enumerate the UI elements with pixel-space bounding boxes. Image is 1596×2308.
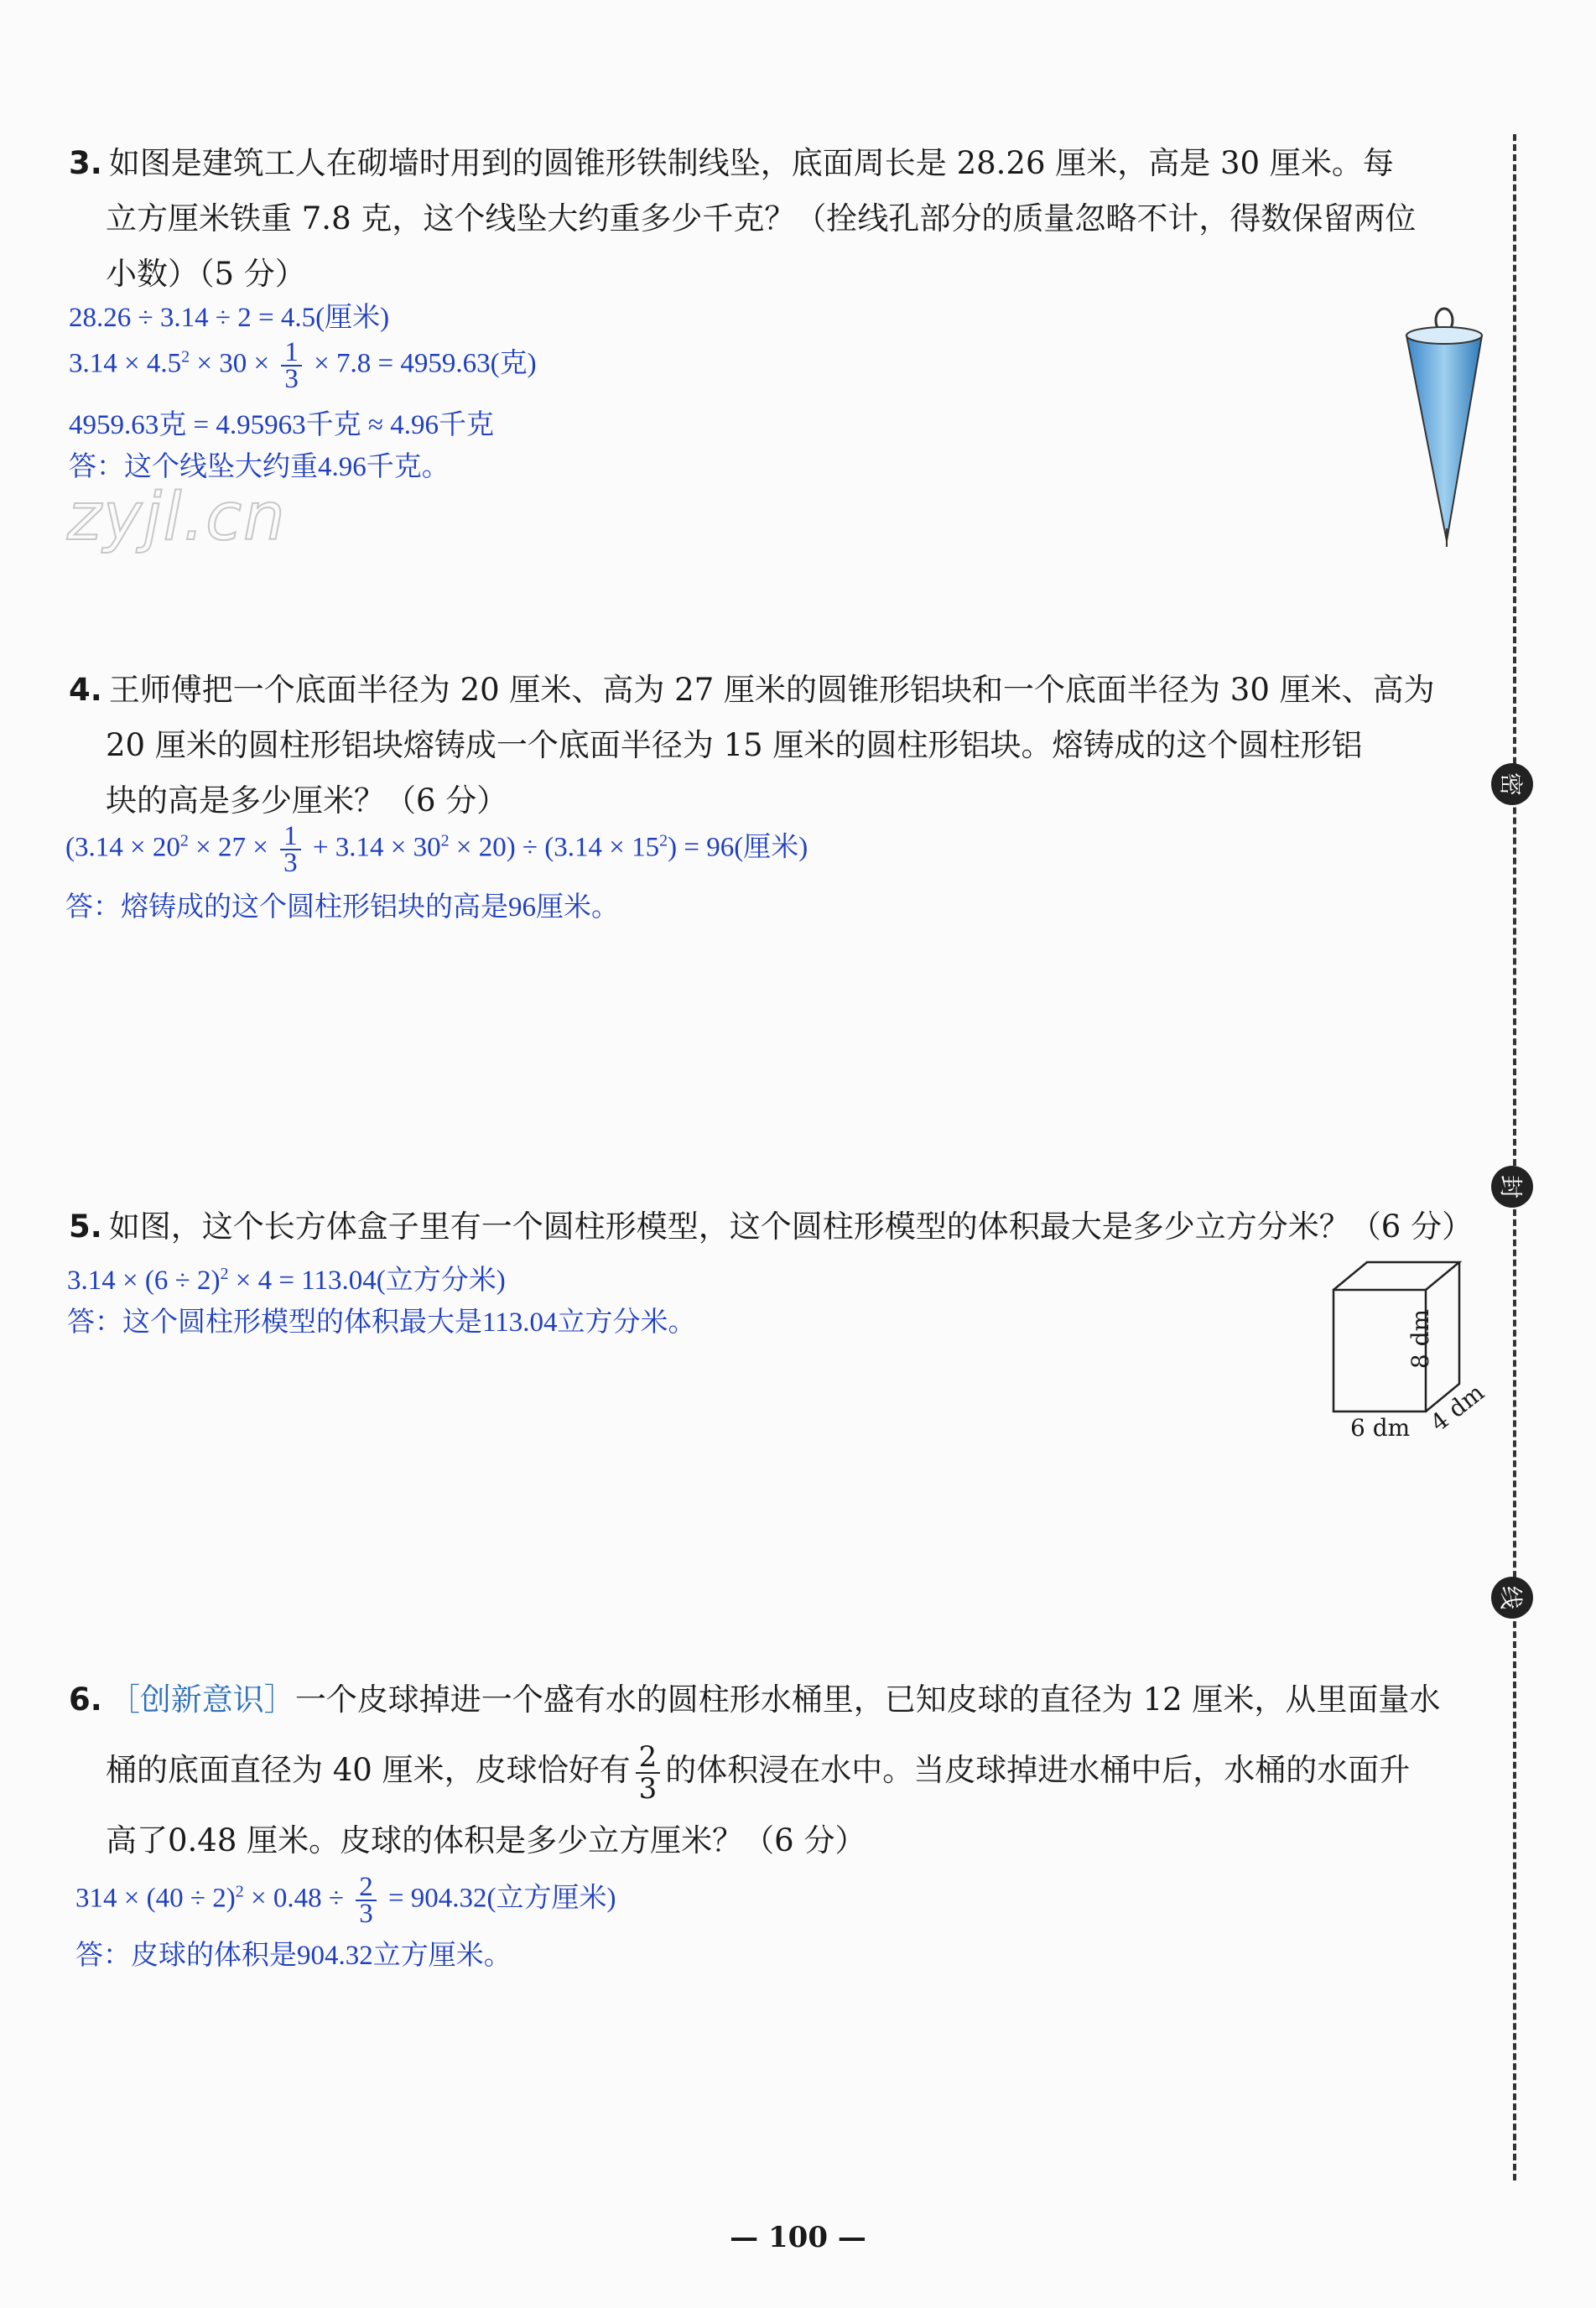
tag-innovation: ［创新意识］: [108, 1682, 295, 1718]
question-line: 20 厘米的圆柱形铝块熔铸成一个底面半径为 15 厘米的圆柱形铝块。熔铸成的这个圆柱形铝: [106, 727, 1363, 763]
question-line: 一个皮球掉进一个盛有水的圆柱形水桶里，已知皮球的直径为 12 厘米，从里面量水: [294, 1682, 1441, 1718]
q3-answer-line-1: 28.26 ÷ 3.14 ÷ 2 = 4.5(厘米): [69, 303, 390, 333]
question-3-text: [69, 136, 1495, 302]
q5-answer-conclusion: 答：这个圆柱形模型的体积最大是113.04立方分米。: [67, 1307, 696, 1338]
box-figure: [1317, 1250, 1501, 1451]
side-mark-feng: 封: [1491, 1166, 1533, 1208]
box-width-label: 6 dm: [1350, 1414, 1411, 1442]
watermark: zyjl.cn: [67, 480, 287, 555]
q5-answer-line-1: $3.14 \times (6 \div 2)^2 \times 4 = 113.04$(立方分米): [67, 1265, 506, 1296]
box-depth-label: 4 dm: [1425, 1378, 1489, 1437]
box-height-label: 8 dm: [1406, 1308, 1435, 1370]
question-5-text: [69, 1199, 1495, 1255]
fraction: $\frac{2}{3}$: [636, 1742, 661, 1804]
q6-answer-line-1: $314 \times (40 \div 2)^2 \times 0.48$ ÷ $\frac{2}{3}$ = 904.32(立方厘米): [75, 1872, 616, 1929]
q3-answer-line-3: 4959.63克 = 4.95963千克 ≈ 4.96千克: [69, 410, 494, 440]
side-mark-mi: 密: [1491, 763, 1533, 805]
binding-dashed-line: [1513, 134, 1516, 2181]
q4-answer-line-1: ($3.14 \times 20^2 \times 27$ × $\frac{1}{3}$ + $3.14 \times 30^2 \times 20) \div (3.14 \times 15^2) = 96$(厘米): [65, 821, 808, 878]
q3-answer-conclusion: 答：这个线坠大约重4.96千克。: [69, 452, 450, 482]
question-6-text: 6. ［创新意识］一个皮球掉进一个盛有水的圆柱形水桶里，已知皮球的直径为 12 厘米，从里面量水 桶的底面直径为 40 厘米，皮球恰好有 $\frac{2}{3}$ 的体积浸在水中。当皮球掉进水桶中后，水桶的水面升 高了0.48 厘米。皮球的体积是多少立方厘米？（6 分）: [69, 1682, 1441, 1858]
question-number: 4.: [69, 672, 102, 708]
question-line: 王师傅把一个底面半径为 20 厘米、高为 27 厘米的圆锥形铝块和一个底面半径为 30 厘米、高为: [108, 672, 1435, 708]
fraction: $\frac{2}{3}$: [356, 1874, 377, 1926]
plumb-bob-cone-figure: [1396, 302, 1489, 554]
question-number: 3.: [69, 145, 102, 181]
question-line: 如图，这个长方体盒子里有一个圆柱形模型，这个圆柱形模型的体积最大是多少立方分米？（6 分）: [108, 1209, 1474, 1245]
question-line: 立方厘米铁重 7.8 克，这个线坠大约重多少千克？（拴线孔部分的质量忽略不计，得数保留两位: [106, 200, 1417, 237]
page-number: — 100 —: [730, 2221, 866, 2254]
question-line: 块的高是多少厘米？（6 分）: [106, 782, 508, 819]
q3-answer-line-2: $3.14 \times 4.5^2 \times 30$ × $\frac{1}{3}$ × 7.8 = 4959.63(克): [69, 337, 537, 394]
question-4-text: [69, 663, 1495, 829]
side-mark-xian: 线: [1491, 1577, 1533, 1619]
question-line: 小数）（5 分）: [106, 256, 306, 292]
q4-answer-conclusion: 答：熔铸成的这个圆柱形铝块的高是96厘米。: [65, 892, 619, 923]
fraction: $\frac{1}{3}$: [280, 824, 301, 876]
q6-answer-conclusion: 答：皮球的体积是904.32立方厘米。: [75, 1941, 512, 1971]
fraction: $\frac{1}{3}$: [281, 340, 302, 392]
question-number: 6.: [69, 1682, 102, 1718]
question-line: 如图是建筑工人在砌墙时用到的圆锥形铁制线坠，底面周长是 28.26 厘米，高是 30 厘米。每: [108, 145, 1394, 181]
question-line: 高了0.48 厘米。皮球的体积是多少立方厘米？（6 分）: [106, 1822, 866, 1858]
question-number: 5.: [69, 1209, 102, 1245]
